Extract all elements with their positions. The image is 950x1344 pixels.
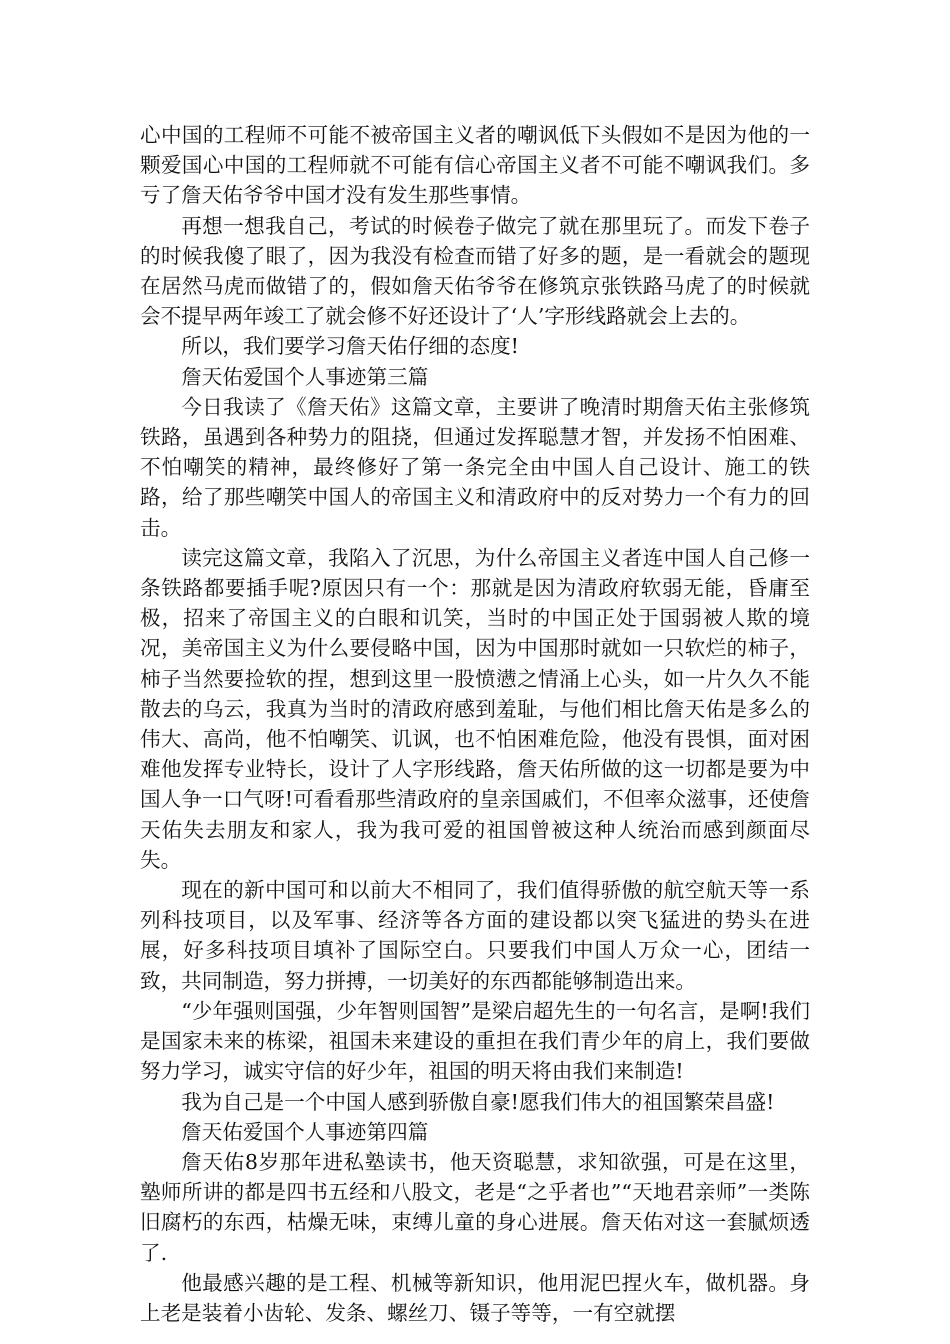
paragraph: 詹天佑8岁那年进私塾读书，他天资聪慧，求知欲强，可是在这里，塾师所讲的都是四书五经和八股文，老是“之乎者也”“天地君亲师”一类陈旧腐朽的东西，枯燥无味，束缚儿童的身心进展。詹天佑对这一套腻烦透了. bbox=[140, 1149, 810, 1265]
paragraph: “少年强则国强，少年智则国智”是梁启超先生的一句名言，是啊!我们是国家未来的栋梁，祖国未来建设的重担在我们青少年的肩上，我们要做努力学习，诚实守信的好少年，祖国的明天将由我们来制造! bbox=[140, 998, 810, 1084]
section-heading: 詹天佑爱国个人事迹第三篇 bbox=[181, 364, 429, 389]
paragraph: 所以，我们要学习詹天佑仔细的态度! bbox=[181, 334, 519, 359]
paragraph: 他最感兴趣的是工程、机械等新知识，他用泥巴捏火车，做机器。身上老是装着小齿轮、发条、螺丝刀、镊子等等，一有空就摆 bbox=[140, 1270, 810, 1325]
section-heading: 詹天佑爱国个人事迹第四篇 bbox=[181, 1119, 429, 1144]
document-page bbox=[140, 120, 810, 1328]
paragraph: 今日我读了《詹天佑》这篇文章，主要讲了晚清时期詹天佑主张修筑铁路，虽遇到各种势力的阻挠，但通过发挥聪慧才智，并发扬不怕困难、不怕嘲笑的精神，最终修好了第一条完全由中国人自己设计、施工的铁路，给了那些嘲笑中国人的帝国主义和清政府中的反对势力一个有力的回击。 bbox=[140, 394, 810, 540]
paragraph: 再想一想我自己，考试的时候卷子做完了就在那里玩了。而发下卷子的时候我傻了眼了，因为我没有检查而错了好多的题，是一看就会的题现在居然马虎而做错了的，假如詹天佑爷爷在修筑京张铁路马虎了的时候就会不提早两年竣工了就会修不好还设计了‘人’字形线路就会上去的。 bbox=[140, 213, 810, 329]
paragraph-continuation: 心中国的工程师不可能不被帝国主义者的嘲讽低下头假如不是因为他的一颗爱国心中国的工程师就不可能有信心帝国主义者不可能不嘲讽我们。多亏了詹天佑爷爷中国才没有发生那些事情。 bbox=[140, 123, 810, 208]
paragraph: 读完这篇文章，我陷入了沉思，为什么帝国主义者连中国人自己修一条铁路都要插手呢?原因只有一个：那就是因为清政府软弱无能，昏庸至极，招来了帝国主义的白眼和讥笑，当时的中国正处于国弱被人欺的境况，美帝国主义为什么要侵略中国，因为中国那时就如一只软烂的柿子，柿子当然要捡软的捏，想到这里一股愤懑之情涌上心头，如一片久久不能散去的乌云，我真为当时的清政府感到羞耻，与他们相比詹天佑是多么的伟大、高尚，他不怕嘲笑、讥讽，也不怕困难危险，他没有畏惧，面对困难他发挥专业特长，设计了人字形线路，詹天佑所做的这一切都是要为中国人争一口气呀!可看看那些清政府的皇亲国戚们，不但率众滋事，还使詹天佑失去朋友和家人，我为我可爱的祖国曾被这种人统治而感到颜面尽失。 bbox=[140, 545, 810, 872]
paragraph: 我为自己是一个中国人感到骄傲自豪!愿我们伟大的祖国繁荣昌盛! bbox=[181, 1089, 775, 1114]
paragraph: 现在的新中国可和以前大不相同了，我们值得骄傲的航空航天等一系列科技项目，以及军事、经济等各方面的建设都以突飞猛进的势头在进展，好多科技项目填补了国际空白。只要我们中国人万众一心，团结一致，共同制造，努力拼搏，一切美好的东西都能够制造出来。 bbox=[140, 878, 810, 993]
